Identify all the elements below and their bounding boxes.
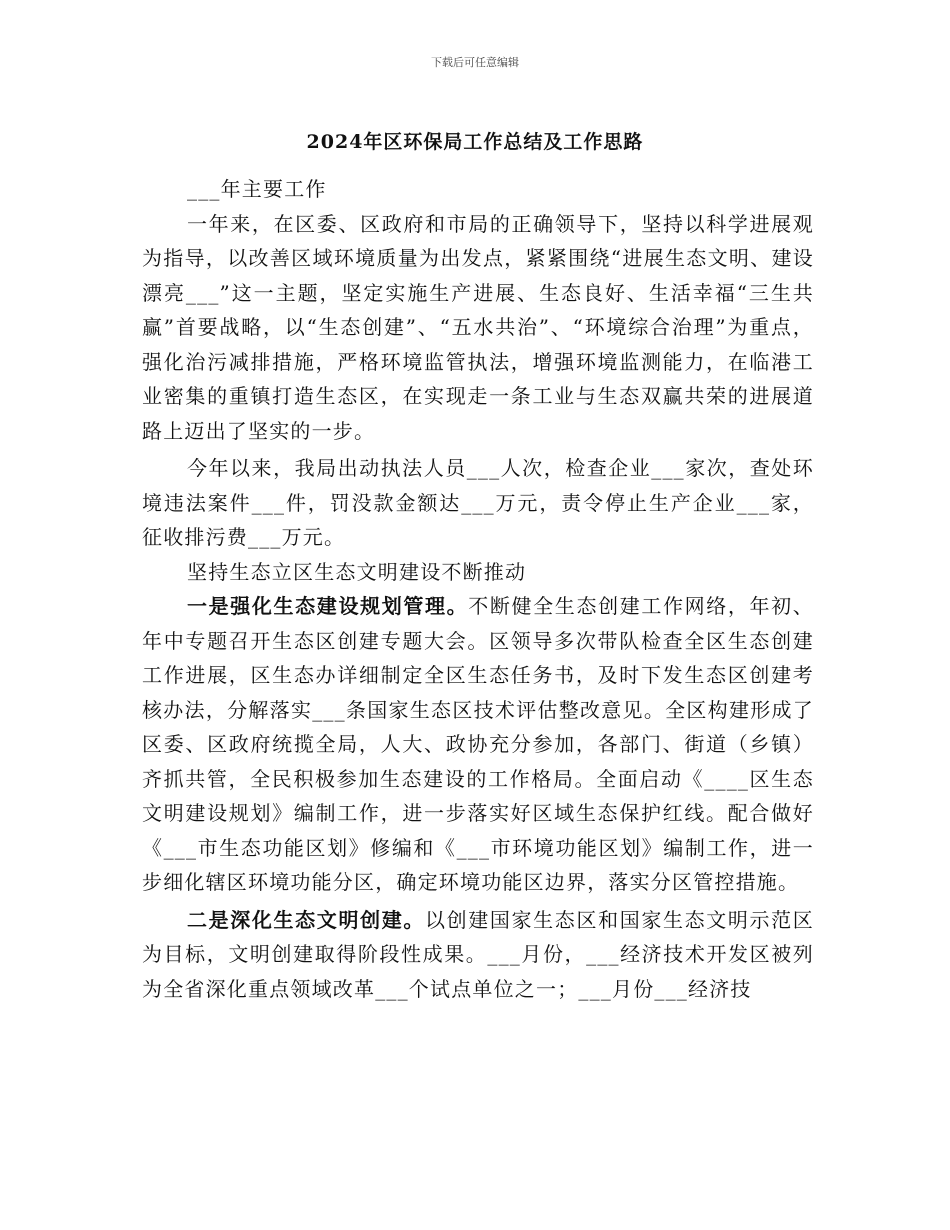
paragraph-planning-lead: 一是强化生态建设规划管理。 — [187, 594, 469, 618]
paragraph-enforcement-stats: 今年以来，我局出动执法人员___人次，检查企业___家次，查处环境违法案件___件，罚没款金额达___万元，责令停止生产企业___家，征收排污费___万元。 — [142, 456, 814, 549]
document-body — [142, 172, 814, 1006]
paragraph-overview: 一年来，在区委、区政府和市局的正确领导下，坚持以科学进展观为指导，以改善区域环境质量为出发点，紧紧围绕“进展生态文明、建设漂亮___”这一主题，坚定实施生产进展、生态良好、生活幸福“三生共赢”首要战略，以“生态创建”、“五水共治”、“环境综合治理”为重点，强化治污减排措施，严格环境监管执法，增强环境监测能力，在临港工业密集的重镇打造生态区，在实现走一条工业与生态双赢共荣的进展道路上迈出了坚实的一步。 — [142, 211, 814, 443]
section-heading-ecology: 坚持生态立区生态文明建设不断推动 — [187, 559, 527, 584]
header-note: 下载后可任意编辑 — [431, 56, 519, 69]
section-heading-main-work: ___年主要工作 — [187, 177, 327, 201]
paragraph-planning-body: 不断健全生态创建工作网络，年初、年中专题召开生态区创建专题大会。区领导多次带队检查全区生态创建工作进展，区生态办详细制定全区生态任务书，及时下发生态区创建考核办法，分解落实___条国家生态区技术评估整改意见。全区构建形成了区委、区政府统揽全局，人大、政协充分参加，各部门、街道（乡镇）齐抓共管，全民积极参加生态建设的工作格局。全面启动《____区生态文明建设规划》编制工作，进一步落实好区域生态保护红线。配合做好《___市生态功能区划》修编和《___市环境功能区划》编制工作，进一步细化辖区环境功能分区，确定环境功能区边界，落实分区管控措施。 — [142, 594, 814, 894]
paragraph-civilization-body: 以创建国家生态区和国家生态文明示范区为目标，文明创建取得阶段性成果。___月份，___经济技术开发区被列为全省深化重点领域改革___个试点单位之一；___月份___经济技 — [142, 907, 814, 1001]
paragraph-civilization — [142, 903, 814, 1007]
paragraph-civilization-lead: 二是深化生态文明创建。 — [187, 907, 425, 932]
document-title: 2024年区环保局工作总结及工作思路 — [306, 131, 644, 153]
paragraph-planning — [142, 589, 814, 900]
